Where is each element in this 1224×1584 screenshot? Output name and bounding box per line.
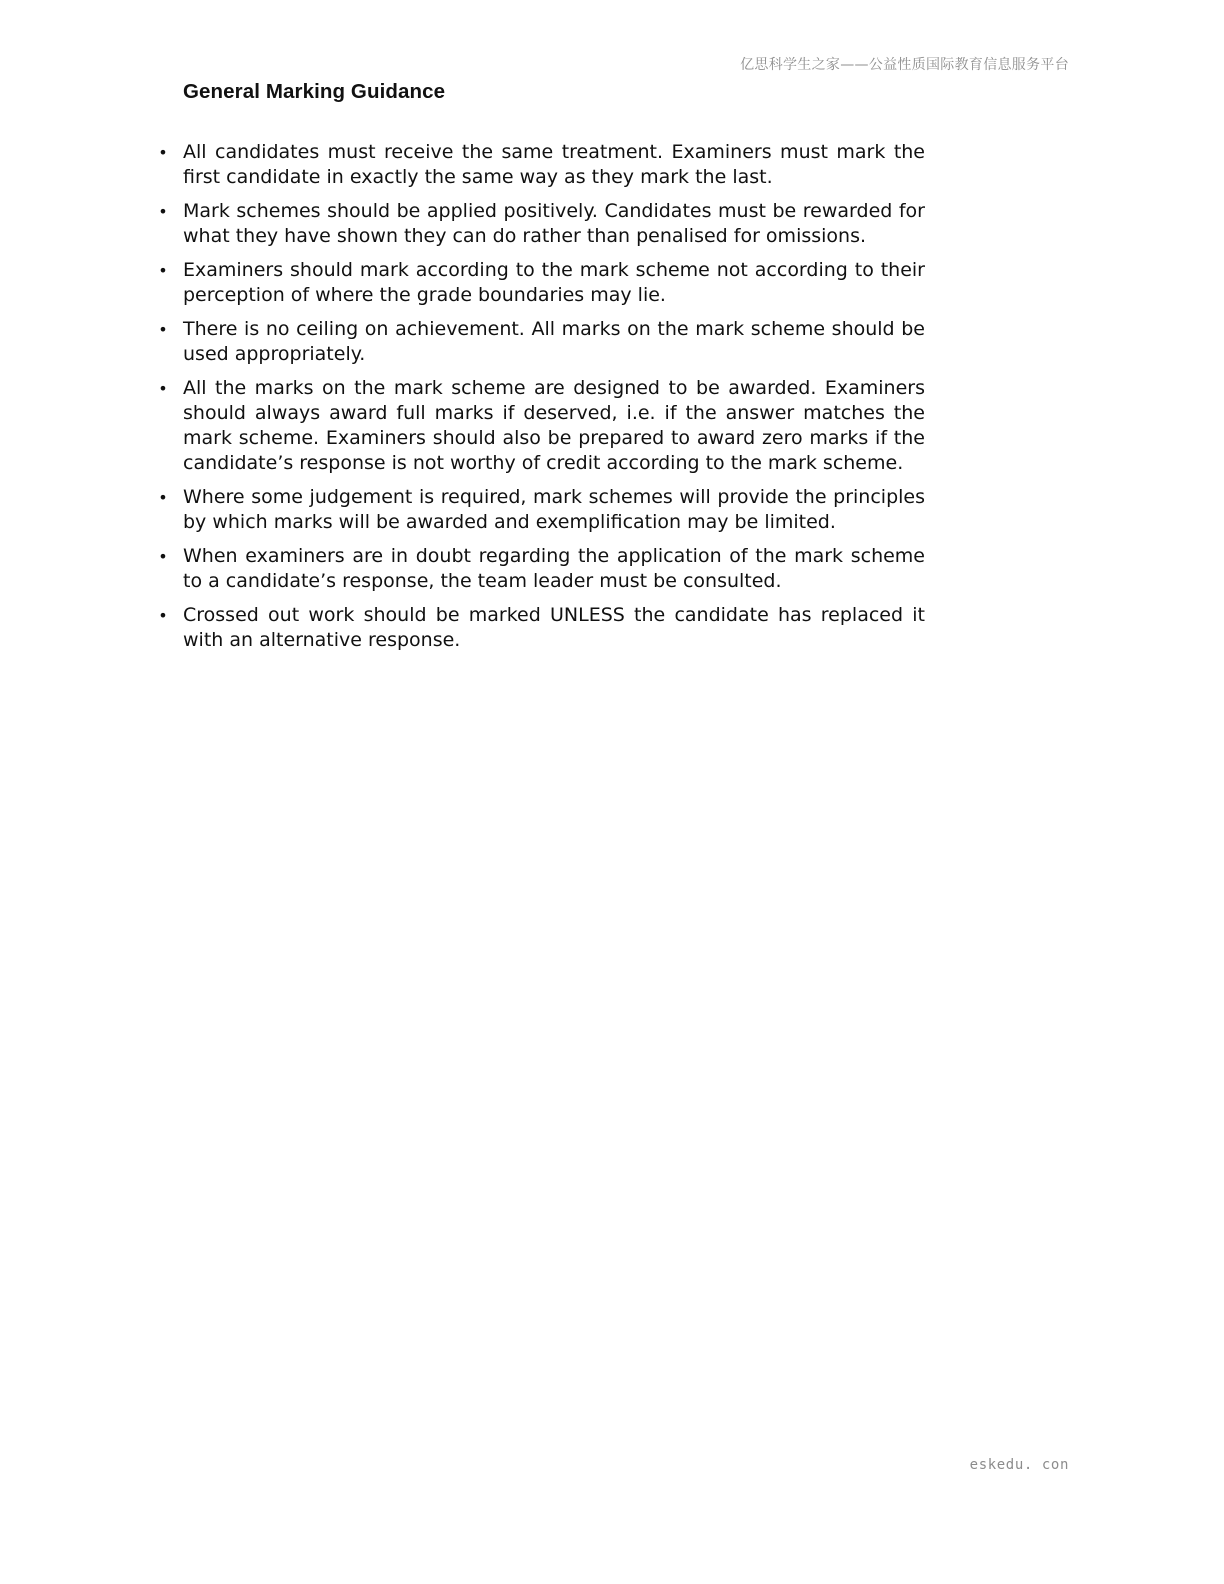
- bullet-icon: •: [158, 488, 168, 507]
- list-item: [158, 199, 925, 249]
- list-item-text: When examiners are in doubt regarding the application of the mark scheme to a candidate’s response, the team leader must be consulted.: [183, 545, 925, 592]
- bullet-icon: •: [158, 606, 168, 625]
- list-item: [158, 603, 925, 653]
- bullet-icon: •: [158, 261, 168, 280]
- list-item-text: All the marks on the mark scheme are designed to be awarded. Examiners should always award full marks if deserved, i.e. if the answer matches the mark scheme. Examiners should also be prepared to award zero marks if the candidate’s response is not worthy of credit according to the mark scheme.: [183, 377, 925, 474]
- list-item-text: There is no ceiling on achievement. All marks on the mark scheme should be used appropriately.: [183, 318, 925, 365]
- list-item-text: Examiners should mark according to the mark scheme not according to their perception of where the grade boundaries may lie.: [183, 259, 925, 306]
- list-item: [158, 317, 925, 367]
- bullet-icon: •: [158, 379, 168, 398]
- bullet-icon: •: [158, 143, 168, 162]
- bullet-icon: •: [158, 320, 168, 339]
- list-item: [158, 544, 925, 594]
- list-item-text: Mark schemes should be applied positively. Candidates must be rewarded for what they have shown they can do rather than penalised for omissions.: [183, 200, 925, 247]
- list-item-text: Crossed out work should be marked UNLESS the candidate has replaced it with an alternative response.: [183, 604, 925, 651]
- bullet-icon: •: [158, 202, 168, 221]
- guidance-list: [158, 140, 925, 662]
- footer-watermark: eskedu. con: [969, 1457, 1069, 1473]
- list-item: [158, 376, 925, 476]
- list-item-text: All candidates must receive the same treatment. Examiners must mark the first candidate in exactly the same way as they mark the last.: [183, 141, 925, 188]
- list-item: [158, 140, 925, 190]
- page-title: General Marking Guidance: [183, 80, 446, 103]
- header-watermark: 亿思科学生之家——公益性质国际教育信息服务平台: [740, 57, 1069, 73]
- list-item: [158, 485, 925, 535]
- bullet-icon: •: [158, 547, 168, 566]
- list-item: [158, 258, 925, 308]
- list-item-text: Where some judgement is required, mark schemes will provide the principles by which marks will be awarded and exemplification may be limited.: [183, 486, 925, 533]
